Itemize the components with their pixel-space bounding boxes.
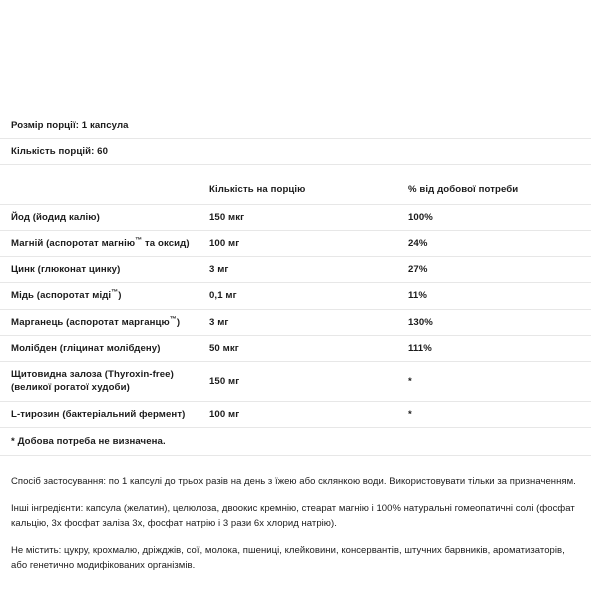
nutrient-name-text: Йод (йодид калію) [11, 211, 100, 223]
nutrient-dv-cell: 27% [394, 257, 591, 283]
nutrient-name-suffix: та оксид) [142, 237, 190, 249]
table-row [0, 257, 591, 283]
table-spacer-row [0, 165, 591, 177]
supplement-facts-table-body [0, 113, 591, 456]
nutrient-amount-cell: 50 мкг [197, 335, 394, 361]
nutrient-name-text: L-тирозин (бактеріальний фермент) [11, 408, 186, 420]
nutrient-amount-cell: 150 мкг [197, 204, 394, 230]
nutrient-dv-cell: 11% [394, 283, 591, 309]
supplement-facts-table [0, 113, 591, 456]
table-header-row [0, 176, 591, 204]
nutrient-name-text: Щитовидна залоза (Thyroxin-free) (великої рогатої худоби) [11, 369, 174, 394]
nutrient-name-text: Молібден (гліцинат молібдену) [11, 342, 161, 354]
nutrient-dv-cell: * [394, 362, 591, 401]
table-row [0, 204, 591, 230]
servings-per-container-row [0, 139, 591, 165]
daily-value-footnote-row [0, 427, 591, 455]
trademark-icon: ™ [135, 236, 143, 244]
table-row [0, 335, 591, 361]
nutrient-amount-cell: 3 мг [197, 309, 394, 335]
header-amount-per-serving: Кількість на порцію [197, 176, 394, 204]
other-ingredients-paragraph: Інші інгредієнти: капсула (желатин), целюлоза, двоокис кремнію, стеарат магнію і 100% натуральні гомеопатичні солі (фосфат кальцію, 3х фосфат заліза 3х, фосфат натрію і 3 рази 6х хлорид натрію). [11, 503, 575, 529]
servings-per-container-text: Кількість порцій: 60 [0, 139, 591, 165]
nutrient-name-suffix: ) [118, 290, 122, 302]
trademark-icon: ™ [169, 315, 177, 323]
nutrient-name-text: Мідь (аспоротат міді [11, 290, 112, 302]
nutrient-name-text: Марганець (аспоротат марганцю [11, 316, 170, 328]
directions-paragraph: Спосіб застосування: по 1 капсулі до трьох разів на день з їжею або склянкою води. Використовувати тільки за призначенням. [11, 476, 576, 488]
table-row [0, 362, 591, 401]
nutrient-name-text: Цинк (глюконат цинку) [11, 264, 121, 276]
table-spacer-cell [0, 165, 591, 177]
nutrient-name-cell [0, 283, 197, 309]
nutrient-dv-cell: 100% [394, 204, 591, 230]
label-notes-section [0, 475, 577, 573]
serving-size-text: Розмір порції: 1 капсула [0, 113, 591, 139]
trademark-icon: ™ [111, 289, 119, 297]
nutrient-name-cell [0, 362, 197, 401]
nutrient-name-cell [0, 230, 197, 256]
table-row [0, 230, 591, 256]
nutrient-name-text: Магній (аспоротат магнію [11, 237, 136, 249]
table-row [0, 309, 591, 335]
nutrient-name-cell [0, 257, 197, 283]
daily-value-footnote-text: * Добова потреба не визначена. [0, 427, 591, 455]
nutrient-dv-cell: 130% [394, 309, 591, 335]
table-row [0, 283, 591, 309]
nutrient-amount-cell: 3 мг [197, 257, 394, 283]
nutrient-name-cell [0, 401, 197, 427]
free-from-paragraph: Не містить: цукру, крохмалю, дріжджів, сої, молока, пшениці, клейковини, консервантів, штучних барвників, ароматизаторів, або генетично модифікованих організмів. [11, 545, 565, 571]
header-nutrient-name [0, 176, 197, 204]
nutrient-name-suffix: ) [176, 316, 181, 328]
nutrient-dv-cell: 111% [394, 335, 591, 361]
nutrient-amount-cell: 100 мг [197, 401, 394, 427]
nutrient-amount-cell: 0,1 мг [197, 283, 394, 309]
nutrient-amount-cell: 100 мг [197, 230, 394, 256]
nutrient-name-cell [0, 204, 197, 230]
nutrient-name-cell [0, 335, 197, 361]
nutrient-dv-cell: * [394, 401, 591, 427]
nutrient-name-cell [0, 309, 197, 335]
table-row [0, 401, 591, 427]
nutrient-amount-cell: 150 мг [197, 362, 394, 401]
nutrient-dv-cell: 24% [394, 230, 591, 256]
header-percent-daily-value: % від добової потреби [394, 176, 591, 204]
serving-size-row [0, 113, 591, 139]
